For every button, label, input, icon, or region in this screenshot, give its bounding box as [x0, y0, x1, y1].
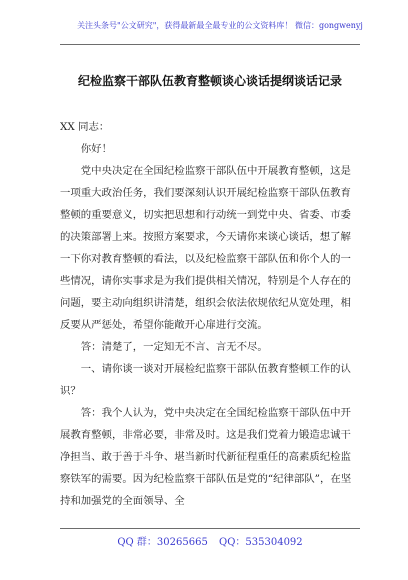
document-body: [60, 116, 360, 512]
salutation: XX 同志：: [60, 121, 110, 133]
document-title: 纪检监察干部队伍教育整顿谈心谈话提纲谈话记录: [77, 74, 342, 88]
qq-number: QQ：535304092: [219, 537, 303, 548]
greeting: 你好！: [80, 143, 112, 155]
paragraph: 答：我个人认为，党中央决定在全国纪检监察干部队伍中开展教育整顿，非常必要，非常及时。这是我们党着力锻造忠诚干净担当、敢于善于斗争、堪当新时代新征程重任的高素质纪检监察铁军的需要。因为纪检监察干部队伍是党的“纪律部队”，在坚持和加强党的全面领导、全: [60, 407, 352, 507]
header-divider: [60, 44, 360, 45]
paragraph: 党中央决定在全国纪检监察干部队伍中开展教育整顿，这是一项重大政治任务，我们要深刻认识开展纪检监察干部队伍教育整顿的重要意义，切实把思想和行动统一到党中央、省委、市委的决策部署上来。按照方案要求，今天请你来谈心谈话，想了解一下你对教育整顿的看法，以及纪检监察干部队伍和你个人的一些情况，请你实事求是为我们提供相关情况，特别是个人存在的问题，要主动向组织讲清楚，组织会依法依规依纪从宽处理，相反要从严惩处，希望你能敞开心扉进行交流。: [60, 165, 351, 331]
paragraph: 答：清楚了，一定知无不言、言无不尽。: [80, 341, 268, 353]
qq-group: QQ 群：30265665: [117, 537, 208, 548]
footer-contact: [60, 533, 360, 548]
paragraph: 一、请你谈一谈对开展检纪监察干部队伍教育整顿工作的认识？: [60, 363, 351, 397]
header-notice: 关注头条号"公文研究"，获得最新最全最专业的公文资料库！ 微信：gongwenyj: [77, 21, 363, 30]
footer-divider: [60, 528, 360, 529]
